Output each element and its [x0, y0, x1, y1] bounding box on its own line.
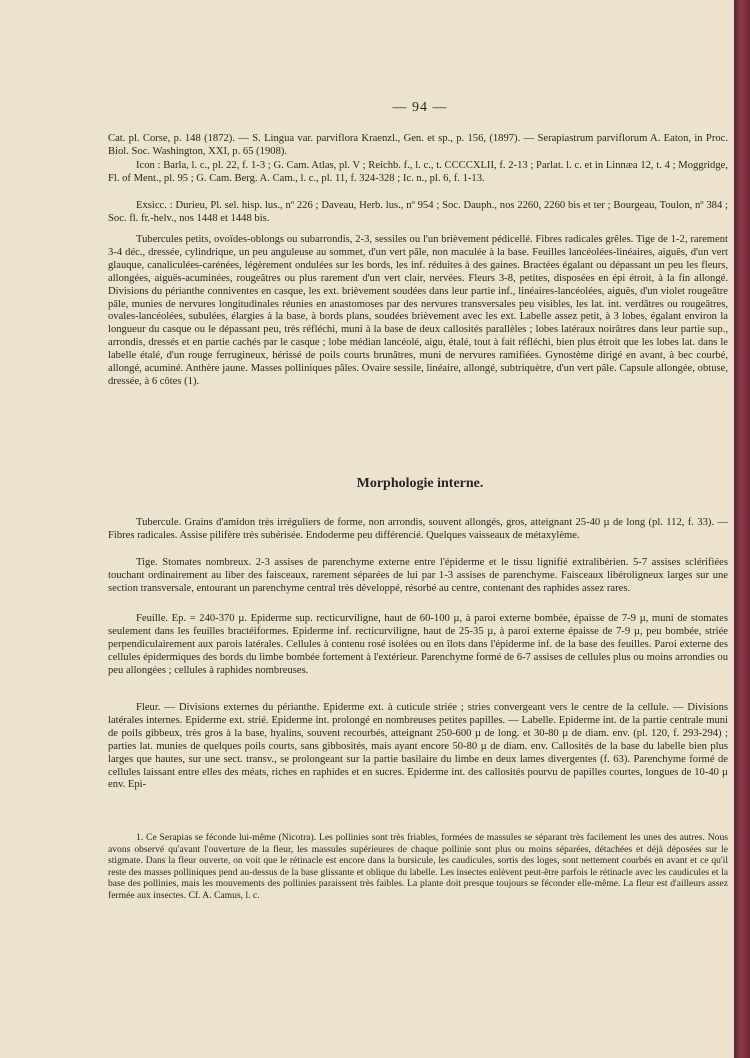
synonyms-paragraph: Cat. pl. Corse, p. 148 (1872). — S. Lingua var. parviflora Kraenzl., Gen. et sp., p. 156, (1897). — Serapiastrum parviflorum A. Eaton, in Proc. Biol. Soc. Washington, XXI, p. 65 (1908).: [108, 133, 728, 157]
page-number: — 94 —: [392, 100, 448, 115]
page: [108, 0, 732, 1058]
section-heading: Morphologie interne.: [356, 476, 484, 491]
description-paragraph: Tubercules petits, ovoïdes-oblongs ou subarrondis, 2-3, sessiles ou l'un brièvement pédicellé. Fibres radicales grêles. Tige de 1-2, rarement 3-4 déc., dressée, cylindrique, un peu anguleuse au sommet, d'un vert pâle, non maculée à la base. Feuilles lancéolées-linéaires, aiguës, d'un vert glauque, canaliculées-carénées, légèrement ondulées sur les bords, les inf. réduites à des gaines. Bractées égalant ou dépassant un peu les fleurs, allongées, aiguës-acuminées, rougeâtres ou plus rarement d'un vert clair, nervées. Fleurs 3-8, petites, disposées en épi étroit, à la fin allongé. Divisions du périanthe conniventes en casque, les ext. brièvement soudées dans leur partie inf., linéaires-lancéolées, aiguës, d'un violet rougeâtre pâle, munies de nervures longitudinales réunies en anastomoses par des nervures transversales peu visibles, les lat. int. verdâtres ou rougeâtres, ovales-lancéolées, subulées, élargies à la base, à bords plans, soudées brièvement avec les ext. Labelle assez petit, à 3 lobes, égalant environ la longueur du casque ou le dépassant peu, très réfléchi, muni à la base de deux callosités parallèles ; lobes latéraux noirâtres dans leur partie sup., arrondis, dressés et en partie cachés par le casque ; lobe médian lancéolé, aigu, étalé, tout à fait réfléchi, bien plus étroit que les lobes lat. dans le labelle étalé, d'un rouge ferrugineux, hérissé de poils courts brunâtres, muni de nervures ramifiées. Gynostème dirigé en avant, à bec courbé, allongé, acuminé. Anthère jaune. Masses polliniques pâles. Ovaire sessile, linéaire, allongé, subtriquètre, d'un vert pâle. Capsule allongée, obtuse, dressée, à 6 côtes (1).: [108, 234, 728, 387]
tubercule-paragraph: Tubercule. Grains d'amidon très irréguliers de forme, non arrondis, souvent allongés, gros, atteignant 25-40 µ de long (pl. 112, f. 33). — Fibres radicales. Assise pilifère très subérisée. Endoderme peu différencié. Quelques vaisseaux de métaxylème.: [108, 517, 728, 541]
book-binding: [734, 0, 750, 1058]
feuille-paragraph: Feuille. Ep. = 240-370 µ. Epiderme sup. recticurviligne, haut de 60-100 µ, à paroi externe bombée, épaisse de 7-9 µ, muni de stomates seulement dans les feuilles bractéiformes. Epiderme inf. recticurviligne, haut de 25-35 µ, à paroi externe épaisse de 7-9 µ, peu bombée, striée perpendiculairement aux parois latérales. Cellules à contenu rosé isolées ou en îlots dans l'épiderme inf. de la base des feuilles. Paroi externe des cellules épidermiques des bords du limbe bombée fortement à l'extérieur. Parenchyme formé de 6-7 assises de cellules plus ou moins arrondies ou peu allongées ; cellules à raphides nombreuses.: [108, 613, 728, 676]
tige-paragraph: Tige. Stomates nombreux. 2-3 assises de parenchyme externe entre l'épiderme et le tissu lignifié extralibérien. 5-7 assises sclérifiées touchant ordinairement au liber des faisceaux, rarement séparées de lui par 1-3 assises de parenchyme. Faisceaux libéroligneux larges sur une section transversale, entourant un parenchyme central très développé, résorbé au centre, contenant des raphides assez rares.: [108, 557, 728, 594]
footnote: 1. Ce Serapias se féconde lui-même (Nicotra). Les pollinies sont très friables, formées de massules se séparant très facilement les unes des autres. Nous avons observé qu'avant l'ouverture de la fleur, les massules supérieures de chaque pollinie sont plus ou moins séparées, détachées et déjà déposées sur le stigmate. Dans la fleur ouverte, on voit que le rétinacle est encore dans la bursicule, les caudicules, sortis des loges, sont nettement courbés en avant et ce qu'il reste des masses polliniques pend au-dessus de la base glissante et oblique du labelle. Les insectes enlèvent peut-être parfois le rétinacle avec les caudicules et la base des pollinies, mais les mouvements des pollinies paraissent très faibles. La plante doit presque toujours se féconder elle-même. La fleur est d'ailleurs assez fermée aux insectes. Cf. A. Camus, l. c.: [108, 832, 728, 901]
fleur-paragraph: Fleur. — Divisions externes du périanthe. Epiderme ext. à cuticule striée ; stries convergeant vers le centre de la cellule. — Divisions latérales internes. Epiderme ext. strié. Epiderme int. prolongé en nombreuses petites papilles. — Labelle. Epiderme int. de la partie centrale muni de poils gibbeux, très gros à la base, hyalins, souvent recourbés, atteignant 250-600 µ de long. et 30-80 µ de diam. env. (pl. 120, f. 293-294) ; parties lat. munies de quelques poils courts, sans gibbosités, mais ayant encore 50-80 µ de diam. env. Callosités de la base du labelle bien plus larges que hautes, sur une sect. transv., se prolongeant sur la partie basilaire du limbe en deux lames divergentes (f. 63). Parenchyme formé de cellules laissant entre elles des méats, riches en raphides et en sucres. Epiderme int. des callosités pourvu de papilles courtes, longues de 10-40 µ env. Epi-: [108, 702, 728, 791]
exsicc-paragraph: Exsicc. : Durieu, Pl. sel. hisp. lus., nº 226 ; Daveau, Herb. lus., nº 954 ; Soc. Dauph., nos 2260, 2260 bis et ter ; Bourgeau, Toulon, nº 384 ; Soc. fl. fr.-helv., nos 1448 et 1448 bis.: [108, 200, 728, 224]
icon-paragraph: Icon : Barla, l. c., pl. 22, f. 1-3 ; G. Cam. Atlas, pl. V ; Reichb. f., l. c., t. CCCCXLII, f. 2-13 ; Parlat. l. c. et in Linnæa 12, t. 4 ; Moggridge, Fl. of Ment., pl. 95 ; G. Cam. Berg. A. Cam., l. c., pl. 11, f. 324-328 ; Ic. n., pl. 6, f. 1-13.: [108, 160, 728, 184]
